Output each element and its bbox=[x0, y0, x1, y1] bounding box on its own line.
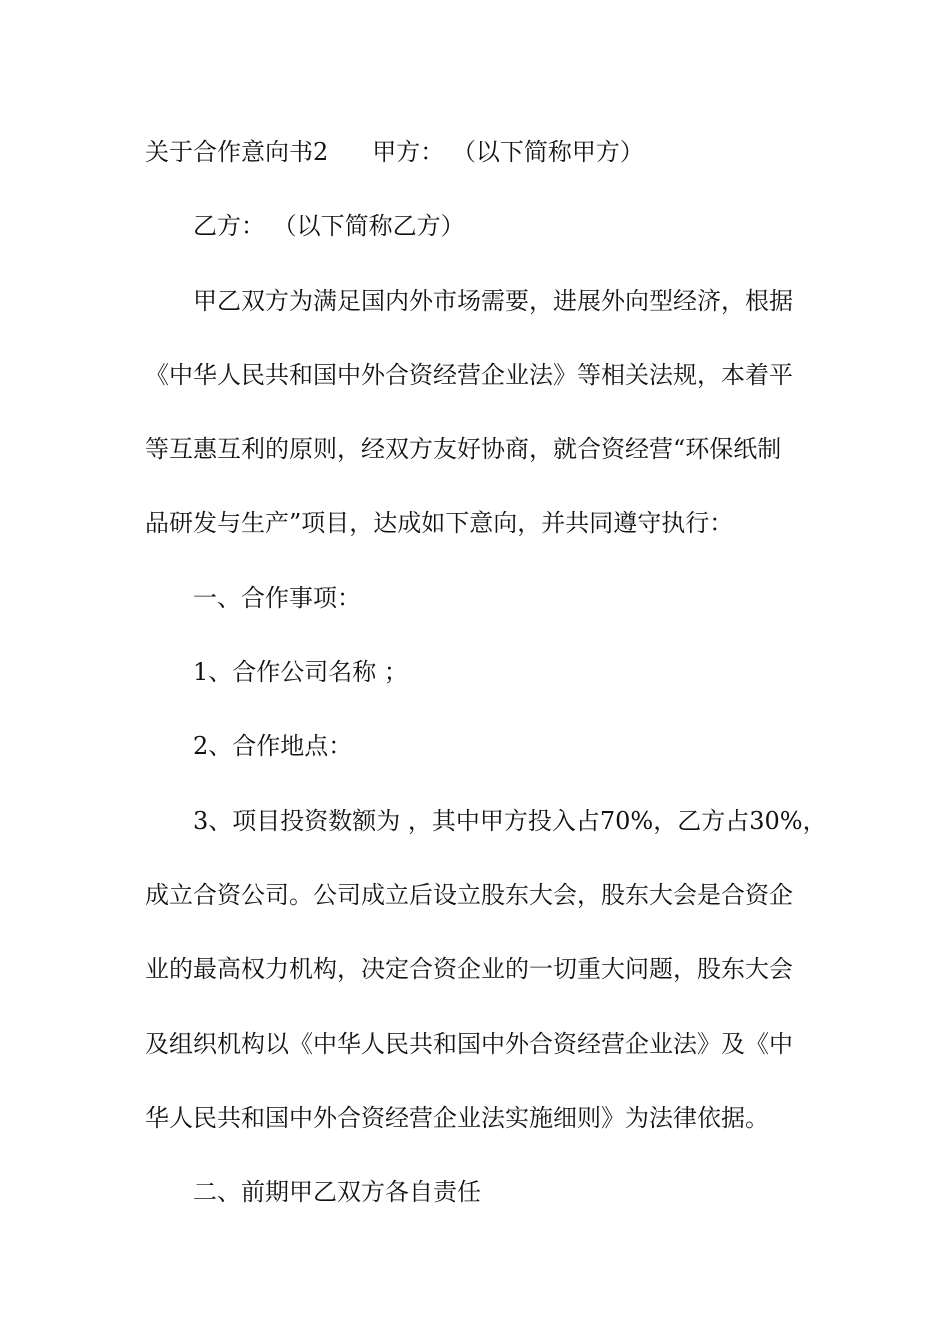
title-line bbox=[145, 128, 805, 202]
section-2-heading: 二、前期甲乙双方各自责任 bbox=[193, 1178, 481, 1207]
section-1-item-3-line-2: 成立合资公司。公司成立后设立股东大会，股东大会是合资企 bbox=[145, 880, 793, 909]
section-1-item-3-line-4: 及组织机构以《中华人民共和国中外合资经营企业法》及《中 bbox=[145, 1029, 793, 1058]
intro-line-3: 等互惠互利的原则，经双方友好协商，就合资经营“环保纸制 bbox=[145, 435, 782, 464]
document-title: 关于合作意向书2 bbox=[145, 138, 329, 166]
intro-line-2: 《中华人民共和国中外合资经营企业法》等相关法规，本着平 bbox=[145, 360, 793, 389]
intro-line-4: 品研发与生产”项目，达成如下意向，并共同遵守执行： bbox=[145, 509, 734, 538]
section-1-heading: 一、合作事项： bbox=[193, 583, 361, 612]
intro-line-1: 甲乙双方为满足国内外市场需要，进展外向型经济，根据 bbox=[193, 286, 793, 315]
party-a-line: 甲方： （以下简称甲方） bbox=[372, 138, 644, 166]
document-body bbox=[145, 128, 827, 1242]
section-1-item-1: 1、合作公司名称 ； bbox=[193, 658, 408, 687]
section-1-item-3-line-5: 华人民共和国中外合资经营企业法实施细则》为法律依据。 bbox=[145, 1103, 769, 1132]
section-1-item-3-line-3: 业的最高权力机构，决定合资企业的一切重大问题，股东大会 bbox=[145, 955, 793, 984]
section-1-item-2: 2、合作地点： bbox=[193, 732, 353, 761]
section-1-item-3-line-1: 3、项目投资数额为 ，其中甲方投入占70%，乙方占30%， bbox=[193, 806, 827, 835]
party-b-line: 乙方： （以下简称乙方） bbox=[193, 212, 465, 241]
